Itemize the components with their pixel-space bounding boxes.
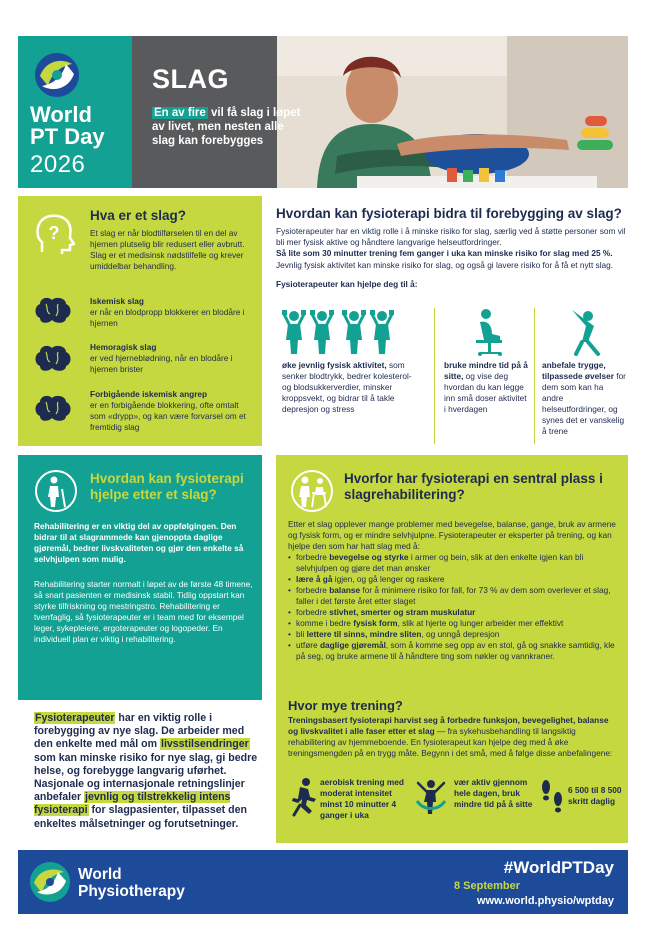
after-stroke-title: Hvordan kan fysioterapi hjelpe etter et slag? [90, 471, 244, 502]
help-column-activity [276, 308, 426, 448]
help-column-sitting [440, 308, 530, 448]
quote-highlight: jevnlig og tilstrekkelig intens fysioterapi [34, 791, 231, 817]
stroke-type-tia [90, 389, 254, 433]
rehab-intro: Etter et slag opplever mange problemer med bevegelse, balanse, gange, bruk av armene og fysisk form, og er mindre selvhjulpne. Fysioterapeuter er eksperter på trening, og kan hjelpe den som har hatt slag med å: [288, 519, 616, 551]
recommendation-steps: 6 500 til 8 500 skritt daglig [568, 785, 622, 806]
list-item [288, 629, 622, 640]
logo-line-1: World [30, 102, 92, 127]
bullet-pre: bli [296, 629, 307, 639]
hashtag: #WorldPTDay [503, 858, 614, 877]
prevention-title: Hvordan kan fysioterapi bidra til forebygging av slag? [276, 206, 622, 221]
training-rest: — fra sykehusbehandling til langsiktig rehabilitering av hjemmeboende. En fysioterapeut kan hjelpe deg med å øke treningsmengden på en trygg måte. Begynn i det små, med å følge disse anbefalingene: [288, 726, 613, 758]
list-item [288, 640, 622, 662]
what-is-stroke-title: Hva er et slag? [90, 208, 187, 223]
footer [18, 850, 628, 914]
patient-therapy-photo-icon [277, 36, 628, 188]
org-name-line-1: World [78, 866, 122, 883]
elderly-walker-icon [34, 469, 78, 513]
stroke-type-name: Hemoragisk slag [90, 342, 157, 352]
what-is-stroke-intro: Et slag er når blodtilførselen til en del av hjernen plutselig blir redusert eller avbrutt. Slag er et medisinsk nødstilfelle og krever umiddelbar behandling. [90, 228, 245, 271]
bullet-bold: fysisk form [353, 618, 398, 628]
page-subtitle [152, 106, 302, 148]
page-title: SLAG [152, 64, 230, 94]
prevention-section [276, 196, 628, 446]
active-person-icon [414, 777, 448, 817]
help-column-bold: bruke mindre tid på å sitte, [444, 360, 528, 381]
what-is-stroke-panel [18, 196, 262, 446]
bullet-bold: stivhet, smerter og stram muskulatur [329, 607, 476, 617]
stroke-type-hemorrhagic [90, 342, 254, 375]
sitting-person-icon [470, 308, 506, 356]
help-columns [276, 308, 628, 448]
exercise-group-icon [282, 308, 398, 356]
bullet-pre: forbedre [296, 552, 330, 562]
column-divider [534, 308, 535, 444]
recommendation-active: vær aktiv gjennom hele dagen, bruk mindre tid på å sitte [454, 777, 533, 809]
stroke-type-name: Iskemisk slag [90, 296, 144, 306]
question-head-icon [32, 212, 76, 256]
bullet-bold: bevegelse og styrke [329, 552, 409, 562]
bullet-bold: daglige gjøremål [319, 640, 386, 650]
svg-text:?: ? [48, 223, 60, 243]
stroke-type-desc: er når en blodpropp blokkerer en blodåre i hjernen [90, 307, 245, 328]
hero-photo [277, 36, 628, 188]
rehab-walker-icon [290, 469, 334, 513]
rehab-list [288, 552, 622, 662]
bullet-bold: lære å gå [296, 574, 333, 584]
list-item [288, 607, 622, 618]
prevention-highlight: Så lite som 30 minutter trening fem ganger i uka kan minske risiko for slag med 25 %. [276, 248, 613, 259]
help-column-rest: for dem som kan ha andre helseutfordringer, og synes det er vanskelig å trene [542, 371, 626, 436]
quote-text: som kan minske risiko for nye slag, gi bedre helse, og forebygge langvarig uførhet. Nasjonale og internasjonale retningslinjer anbefaler [34, 751, 258, 804]
org-name-line-2: Physiotherapy [78, 883, 185, 900]
help-column-text [542, 360, 626, 437]
quote-highlight: Fysioterapeuter [35, 712, 115, 724]
prevention-rest: Jevnlig fysisk aktivitet kan minske risiko for slag, og også gi lavere risiko for å få et nytt slag. [276, 259, 614, 270]
bullet-post: i armer og bein, slik at den enkelte igjen kan bli selvhjulpen og gjøre det man ønsker [296, 552, 584, 573]
recommendation-aerobic: aerobisk trening med moderat intensitet minst 10 minutter 4 ganger i uka [320, 777, 404, 820]
stroke-type-desc: er en forbigående blokkering, ofte omtalt som «drypp», og kan være forvarsel om et fremtidig slag [90, 400, 246, 432]
help-column-text [282, 360, 422, 415]
brain-icon [32, 342, 72, 374]
bullet-pre: forbedre [296, 607, 330, 617]
quote-highlight: livsstilsendringer [161, 738, 249, 751]
bullet-post: for å minimere risiko for fall, for 73 % av dem som overlever et slag, faller i det første året etter slaget [296, 585, 611, 606]
list-item [288, 574, 622, 585]
bullet-pre: komme i bedre [296, 618, 354, 628]
training-recommendations [276, 773, 628, 843]
help-column-text [444, 360, 530, 415]
brain-icon [32, 392, 72, 424]
org-name [78, 866, 185, 900]
world-pt-day-logo-icon [32, 50, 82, 100]
list-item [288, 618, 622, 629]
rehab-panel [276, 455, 628, 843]
stroke-type-desc: er ved hjerneblødning, når en blodåre i hjernen brister [90, 353, 233, 374]
help-heading: Fysioterapeuter kan hjelpe deg til å: [276, 278, 418, 289]
bullet-post: igjen, og gå lenger og raskere [332, 574, 445, 584]
help-column-exercises [540, 308, 628, 448]
stretching-person-icon [568, 308, 604, 356]
world-physiotherapy-logo-icon [28, 860, 72, 904]
help-column-rest: og vise deg hvordan du kan legge inn små doser aktivitet i hverdagen [444, 371, 527, 414]
after-stroke-paragraph-2: Rehabilitering starter normalt i løpet av de første 48 timene, så snart pasienten er medisinsk stabil. Tidlig oppstart kan styrke tilfriskning og mestringstro. Rehabilitering er tverrfaglig, så fysioterapeuter er i team med for eksempel leger, sykepleiere, ergoterapeuter og logopeder. En individuell plan er viktig i rehabilitering. [34, 579, 253, 644]
logo-line-2: PT Day [30, 124, 105, 149]
pt-role-quote-panel [18, 700, 262, 842]
quote-text: har en viktig rolle i forebygging av nye slag. De arbeider med den enkelte med mål om [34, 712, 245, 751]
training-bold: Treningsbasert fysioterapi harvist seg å forbedre funksjon, bevegelighet, balanse og livskvalitet i alle faser etter et slag [288, 715, 609, 736]
subtitle-highlight: En av fire [154, 107, 206, 119]
stroke-type-ischemic [90, 296, 254, 329]
brain-icon [32, 294, 72, 326]
bullet-pre: utføre [296, 640, 320, 650]
help-column-bold: øke jevnlig fysisk aktivitet, [282, 360, 387, 370]
rehab-title: Hvorfor har fysioterapi en sentral plass i slagrehabilitering? [344, 471, 603, 502]
help-column-bold: anbefale trygge, tilpassede øvelser [542, 360, 614, 381]
bullet-post: , slik at hjerte og lunger arbeider mer effektivt [397, 618, 564, 628]
footsteps-icon [536, 777, 570, 817]
bullet-pre: forbedre [296, 585, 330, 595]
event-date: 8 September [454, 880, 521, 892]
bullet-post: , og unngå depresjon [421, 629, 500, 639]
training-paragraph [288, 715, 618, 759]
list-item [288, 585, 622, 607]
column-divider [434, 308, 435, 444]
quote-text: for slagpasienter, tilpasset den enkeltes målsetninger og forutsetninger. [34, 804, 247, 830]
training-title: Hvor mye trening? [288, 698, 403, 713]
prevention-paragraph: Fysioterapeuter har en viktig rolle i å minske risiko for slag, særlig ved å støtte personer som vil bli mer fysisk aktive og håndtere langvarige helseutfordringer. [276, 226, 626, 248]
pt-role-quote [34, 712, 258, 831]
bullet-bold: balanse [329, 585, 361, 595]
world-pt-day-logo [18, 36, 132, 188]
header [18, 36, 628, 188]
logo-wordmark [30, 104, 105, 148]
list-item [288, 552, 622, 574]
stroke-type-name: Forbigående iskemisk angrep [90, 389, 208, 399]
logo-year: 2026 [30, 151, 86, 178]
help-column-rest: som senker blodtrykk, bedrer kolesterol- og blodsukkerverdier, minsker kroppsvekt, og bidrar til å takle depresjon og stress [282, 360, 412, 414]
after-stroke-panel [18, 455, 262, 700]
after-stroke-paragraph-1: Rehabilitering er en viktig del av oppfølgingen. Den bidrar til at slagrammede kan gjenoppta daglige gjøremål, bedrer livskvaliteten og gjør den enkelte så selvhjulpen som mulig. [34, 521, 244, 564]
bullet-post: , som å komme seg opp av en stol, gå og snakke samtidig, kle på seg, og bruke armene til å håndtere ting som nøkler og vannkraner. [296, 640, 615, 661]
bullet-bold: lettere til sinns, mindre sliten [306, 629, 422, 639]
subtitle-rest: vil få slag i løpet av livet, men nesten alle slag kan forebygges [152, 107, 301, 147]
running-person-icon [286, 777, 320, 817]
website-link[interactable]: www.world.physio/wptday [476, 895, 614, 907]
prevention-paragraph-2 [276, 248, 628, 270]
